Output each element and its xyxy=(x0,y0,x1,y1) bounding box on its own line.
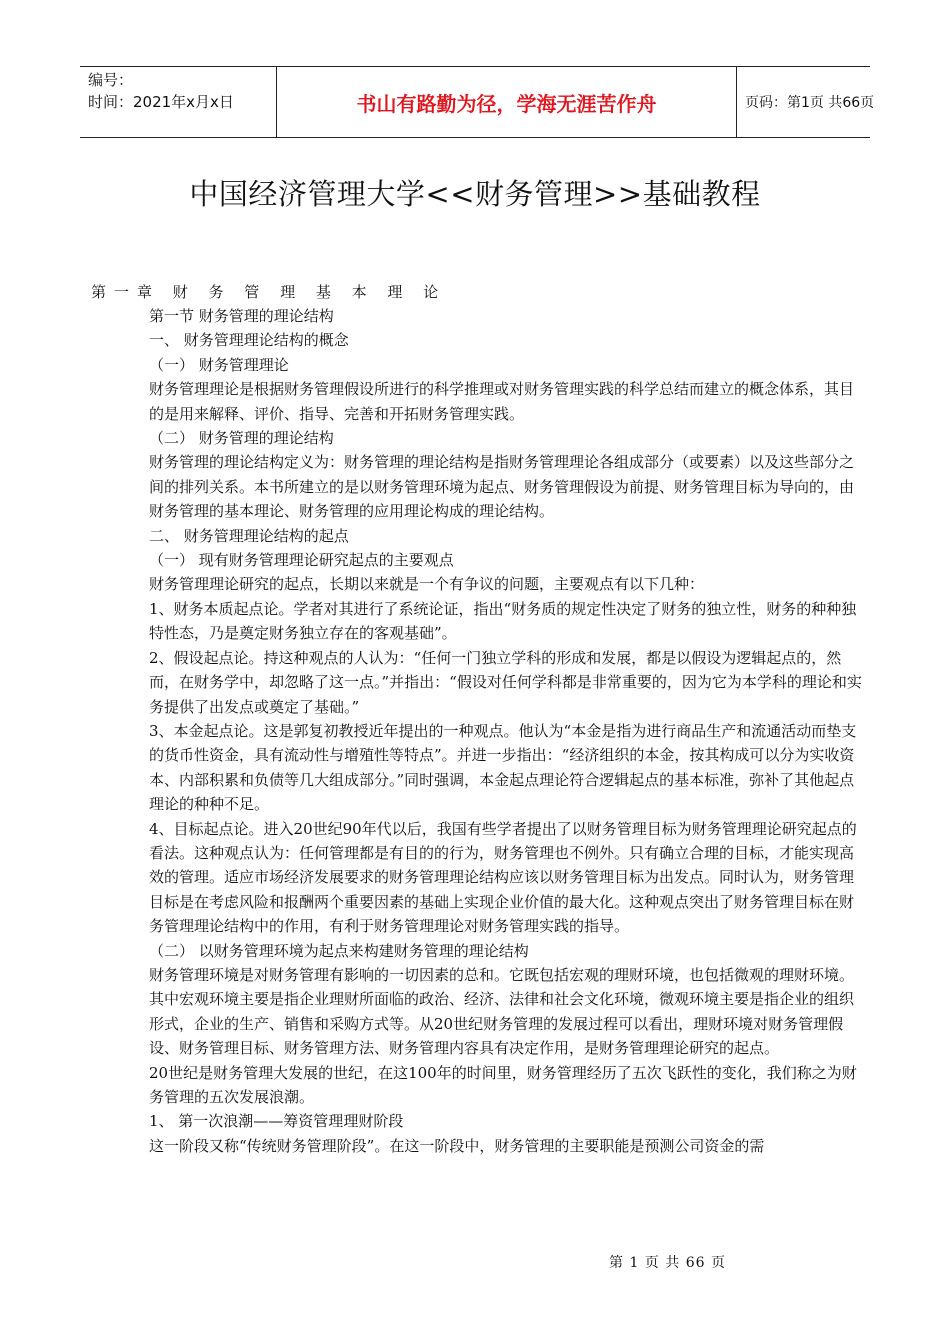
chapter-heading: 第一章 财 务 管 理 基 本 理 论 xyxy=(91,283,447,301)
number-label: 编号： xyxy=(88,71,134,89)
subsection-heading: （二） 以财务管理环境为起点来构建财务管理的理论结构 xyxy=(149,941,529,960)
paragraph: 1、财务本质起点论。学者对其进行了系统论证，指出“财务质的规定性决定了财务的独立性，财务的种种独特性态，乃是奠定财务独立存在的客观基础”。 xyxy=(149,599,857,643)
subsection-heading: 1、 第一次浪潮——筹资管理理财阶段 xyxy=(149,1112,404,1131)
subsection-heading: 二、 财务管理理论结构的起点 xyxy=(149,526,349,545)
paragraph: 3、本金起点论。这是郭复初教授近年提出的一种观点。他认为“本金是指为进行商品生产和流通活动而垫支的货币性资金，具有流动性与增殖性等特点”。并进一步指出：“经济组织的本金，按其构成可以分为实收资本、内部积累和负债等几大组成部分。”同时强调，本金起点理论符合逻辑起点的基本标准，弥补了其他起点理论的种种不足。 xyxy=(149,721,857,814)
paragraph: 20世纪是财务管理大发展的世纪，在这100年的时间里，财务管理经历了五次飞跃性的变化，我们称之为财务管理的五次发展浪潮。 xyxy=(149,1063,857,1106)
header-meta xyxy=(80,67,277,137)
document-title: 中国经济管理大学<<财务管理>>基础教程 xyxy=(189,177,761,211)
header-page-info: 页码：第1页 共66页 xyxy=(745,95,875,111)
paragraph: 财务管理理论是根据财务管理假设所进行的科学推理或对财务管理实践的科学总结而建立的概念体系，其目的是用来解释、评价、指导、完善和开拓财务管理实践。 xyxy=(149,380,855,423)
page-footer: 第 1 页 共 66 页 xyxy=(609,1255,726,1271)
subsection-heading: （一） 财务管理理论 xyxy=(149,355,289,374)
date-label: 时间：2021年x月x日 xyxy=(88,93,234,111)
header-motto: 书山有路勤为径，学海无涯苦作舟 xyxy=(277,67,737,137)
paragraph: 财务管理理论研究的起点，长期以来就是一个有争议的问题，主要观点有以下几种： xyxy=(149,575,705,594)
subsection-heading: （二） 财务管理的理论结构 xyxy=(149,429,334,448)
subsection-heading: 一、 财务管理理论结构的概念 xyxy=(149,331,349,350)
paragraph: 财务管理的理论结构定义为：财务管理的理论结构是指财务管理理论各组成部分（或要素）以及这些部分之间的排列关系。本书所建立的是以财务管理环境为起点、财务管理假设为前提、财务管理目标为导向的，由财务管理的基本理论、财务管理的应用理论构成的理论结构。 xyxy=(149,453,855,521)
paragraph: 财务管理环境是对财务管理有影响的一切因素的总和。它既包括宏观的理财环境，也包括微观的理财环境。其中宏观环境主要是指企业理财所面临的政治、经济、法律和社会文化环境，微观环境主要是指企业的组织形式，企业的生产、销售和采购方式等。从20世纪财务管理的发展过程可以看出，理财环境对财务管理假设、财务管理目标、财务管理方法、财务管理内容具有决定作用，是财务管理理论研究的起点。 xyxy=(149,965,855,1058)
section-heading: 第一节 财务管理的理论结构 xyxy=(149,307,334,325)
paragraph: 2、假设起点论。持这种观点的人认为：“任何一门独立学科的形成和发展，都是以假设为逻辑起点的，然而，在财务学中，却忽略了这一点。”并指出：“假设对任何学科都是非常重要的，因为它为本学科的理论和实务提供了出发点或奠定了基础。” xyxy=(149,648,862,716)
header-table xyxy=(80,66,875,138)
paragraph: 4、目标起点论。进入20世纪90年代以后，我国有些学者提出了以财务管理目标为财务管理理论研究起点的看法。这种观点认为：任何管理都是有目的的行为，财务管理也不例外。只有确立合理的目标，才能实现高效的管理。适应市场经济发展要求的财务管理理论结构应该以财务管理目标为出发点。同时认为，财务管理目标是在考虑风险和报酬两个重要因素的基础上实现企业价值的最大化。这种观点突出了财务管理目标在财务管理理论结构中的作用，有利于财务管理理论对财务管理实践的指导。 xyxy=(149,819,857,936)
document-body xyxy=(149,304,864,1158)
paragraph: 这一阶段又称“传统财务管理阶段”。在这一阶段中，财务管理的主要职能是预测公司资金的需 xyxy=(149,1136,765,1155)
subsection-heading: （一） 现有财务管理理论研究起点的主要观点 xyxy=(149,551,454,570)
